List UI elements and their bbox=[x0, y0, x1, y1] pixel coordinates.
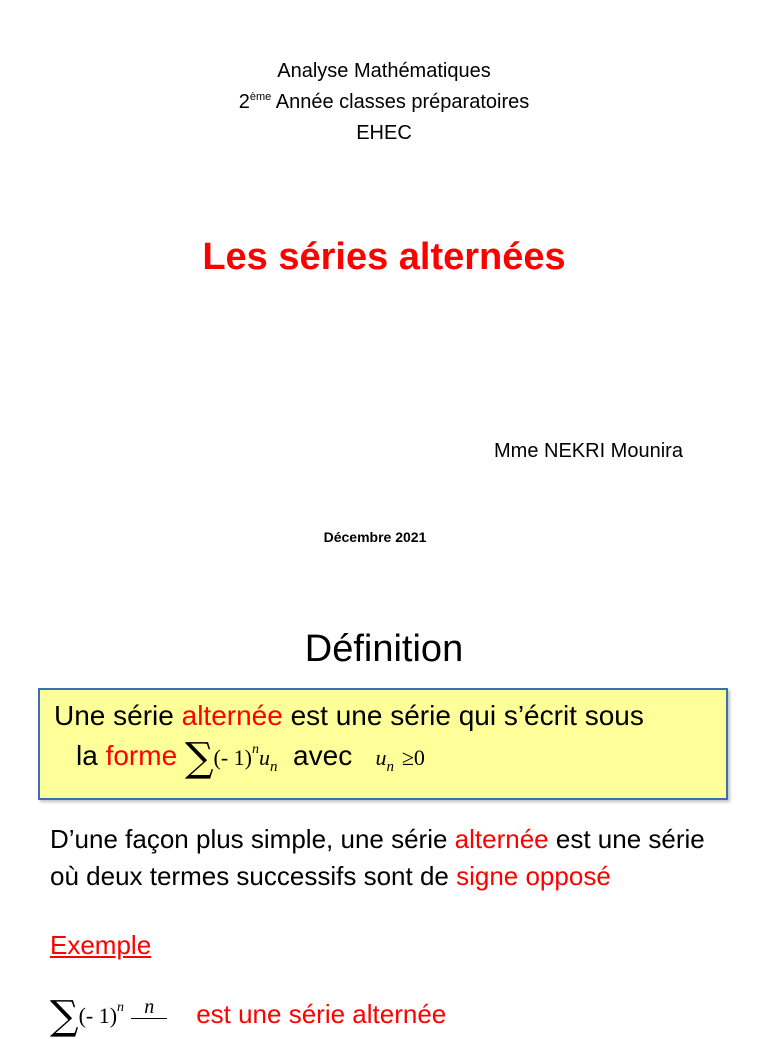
course-subject: Analyse Mathématiques bbox=[277, 60, 491, 82]
definition-heading: Définition bbox=[304, 628, 464, 670]
formula-base: (- 1) bbox=[213, 745, 252, 770]
definition-line-1 bbox=[54, 700, 644, 732]
formula-term: u bbox=[258, 745, 270, 770]
example-sum-symbol: ∑ bbox=[50, 993, 79, 1039]
explanation-highlight-signe: signe opposé bbox=[456, 861, 611, 891]
definition-text: Une série bbox=[54, 700, 182, 731]
definition-text: est une série qui s’écrit sous bbox=[282, 700, 644, 731]
explanation-highlight-alternee: alternée bbox=[454, 824, 549, 854]
explanation-text: est une série où deux termes successifs sont de bbox=[50, 824, 705, 891]
definition-highlight-alternee: alternée bbox=[181, 700, 283, 731]
example-base: (- 1) bbox=[78, 1003, 118, 1028]
example-exponent: n bbox=[117, 1000, 125, 1015]
document-title: Les séries alternées bbox=[202, 236, 566, 278]
course-header bbox=[0, 56, 768, 149]
document-date: Décembre 2021 bbox=[323, 529, 427, 545]
school-name: EHEC bbox=[356, 122, 412, 144]
condition-term-index: n bbox=[386, 759, 395, 775]
definition-line-2 bbox=[76, 735, 425, 781]
author-name: Mme NEKRI Mounira bbox=[494, 440, 683, 462]
level-ordinal-suffix: ème bbox=[249, 91, 272, 103]
definition-highlight-forme: forme bbox=[105, 740, 178, 771]
definition-text: la bbox=[76, 740, 106, 771]
condition-relation: ≥0 bbox=[401, 745, 425, 770]
example-caption: est une série alternée bbox=[196, 999, 447, 1029]
course-level bbox=[0, 87, 768, 118]
level-number: 2 bbox=[238, 91, 250, 113]
level-text: Année classes préparatoires bbox=[271, 91, 530, 113]
avec-word: avec bbox=[293, 740, 353, 771]
formula-term-index: n bbox=[269, 759, 278, 775]
explanation-text: D’une façon plus simple, une série bbox=[50, 824, 455, 854]
example-fraction-numerator: n bbox=[131, 996, 167, 1019]
sum-symbol: ∑ bbox=[184, 735, 214, 781]
simple-explanation bbox=[50, 821, 740, 895]
condition-term: u bbox=[375, 745, 387, 770]
example-formula bbox=[50, 993, 447, 1039]
example-heading: Exemple bbox=[50, 930, 152, 960]
formula-exponent: n bbox=[251, 742, 259, 757]
